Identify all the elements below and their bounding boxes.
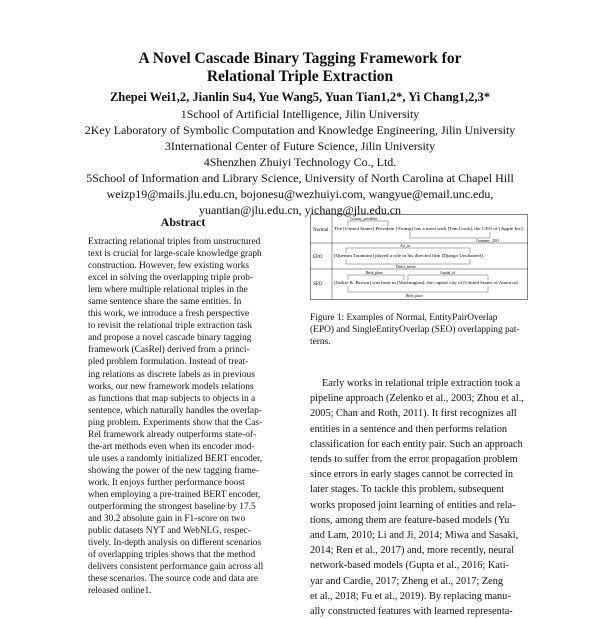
- abstract-line: works, our new framework models relations: [88, 381, 254, 392]
- seo-sentence: [Jackie R. Brown] was born in [Washington], the capital city of [United States of America].: [334, 281, 466, 285]
- abstract-line: work. It enjoys further performance boost: [88, 477, 245, 488]
- abstract-line: public datasets NYT and WebNLG, respec-: [88, 526, 251, 537]
- intro-line: works proposed joint learning of entities and rela-: [310, 499, 516, 511]
- abstract-line: tively. In-depth analysis on different scenarios: [88, 538, 262, 549]
- author-emails-1: weizp19@mails.jlu.edu.cn, bojonesu@wezhuiyi.com, wangyue@email.unc.edu,: [106, 187, 494, 201]
- abstract-line: of overlapping triples shows that the method: [88, 550, 256, 561]
- row-label-epo: EPO: [313, 255, 323, 260]
- row-label-seo: SEO: [313, 282, 323, 287]
- intro-line: pipeline approach (Zelenko et al., 2003; Zhou et al.,: [310, 393, 524, 405]
- arc-birth-place-1: [348, 275, 404, 280]
- paper-title: [0, 50, 600, 86]
- abstract-line: Rel framework already outperforms state-of-: [88, 429, 257, 440]
- abstract-line: as functions that map subjects to objects in a: [88, 393, 256, 404]
- relation-birth-place-2: Birth_place: [406, 294, 423, 298]
- abstract-line: lem where multiple relational triples in the: [88, 285, 248, 296]
- intro-line: classification for each entity pair. Such an approach: [310, 438, 523, 450]
- affiliation-3: 3International Center of Future Science, Jilin University: [164, 139, 436, 153]
- intro-line: et al., 2018; Fu et al., 2019). By replacing manu-: [310, 590, 511, 602]
- title-line-2: Relational Triple Extraction: [206, 68, 394, 85]
- normal-sentence: The [United States] President [Trump] has a meet with [Tim Cook], the CEO of [Apple Inc].: [334, 227, 468, 231]
- arc-birth-place-2: [348, 286, 488, 292]
- abstract-line: framework (CasRel) derived from a princi-: [88, 345, 250, 356]
- arc-company-ceo: [410, 232, 490, 238]
- affiliation-2: 2Key Laboratory of Symbolic Computation and Knowledge Engineering, Jilin University: [84, 123, 516, 137]
- intro-line: tends to suffer from the error propagation problem: [310, 454, 518, 466]
- title-line-1: A Novel Cascade Binary Tagging Framework for: [138, 50, 462, 67]
- intro-line: ally constructed features with learned representa-: [310, 606, 513, 618]
- abstract-line: same sentence share the same entities. In: [88, 297, 242, 308]
- affiliation-5: 5School of Information and Library Science, University of North Carolina at Chapel Hill: [86, 171, 514, 185]
- relation-direct-movie: Direct_movie: [396, 265, 416, 269]
- intro-line: since errors in early stages cannot be corrected in: [310, 469, 513, 481]
- arc-direct-movie: [346, 259, 470, 264]
- arc-capital-of: [408, 275, 488, 280]
- abstract-line: excel in solving the overlapping triple prob-: [88, 273, 254, 284]
- abstract-line: ule uses a randomly initialized BERT encoder,: [88, 453, 263, 464]
- intro-line: later stages. To tackle this problem, subsequent: [310, 484, 505, 496]
- arc-act-in: [346, 248, 470, 253]
- introduction-text: [310, 376, 532, 619]
- author-list: Zhepei Wei1,2, Jianlin Su4, Yue Wang5, Yuan Tian1,2*, Yi Chang1,2,3*: [109, 90, 491, 104]
- intro-line: tions, among them are feature-based models (Yu: [310, 514, 510, 526]
- relation-birth-place-1: Birth_place: [366, 271, 383, 275]
- abstract-line: Extracting relational triples from unstructured: [88, 237, 261, 247]
- abstract-line: text is crucial for large-scale knowledge graph: [88, 249, 262, 260]
- abstract-line: these scenarios. The source code and data are: [88, 574, 259, 585]
- relation-capital-of: Capital_of: [440, 271, 456, 275]
- abstract-line: outperforming the strongest baseline by 17.5: [88, 502, 256, 513]
- intro-line: Early works in relational triple extraction took a: [322, 378, 521, 389]
- abstract-line: to revisit the relational triple extraction task: [88, 321, 253, 332]
- abstract-line: the-art methods even when its encoder mod-: [88, 441, 255, 452]
- abstract-line: showing the power of the new tagging frame-: [88, 465, 260, 476]
- relation-country-president: Country_president: [350, 217, 377, 221]
- abstract-line: sentence, which naturally handles the overlap-: [88, 405, 262, 416]
- affiliation-4: 4Shenzhen Zhuiyi Technology Co., Ltd.: [203, 155, 397, 169]
- author-emails-2: yuantian@jlu.edu.cn, yichang@jlu.edu.cn: [198, 203, 402, 217]
- relation-company-ceo: Company_CEO: [476, 239, 499, 243]
- arc-country-president: [348, 221, 388, 226]
- abstract-line: construction. However, few existing works: [88, 261, 250, 272]
- abstract-line: and 30.2 absolute gain in F1-score on two: [88, 514, 246, 525]
- abstract-line: this work, we introduce a fresh perspective: [88, 309, 250, 320]
- affiliation-1: 1School of Artificial Intelligence, Jilin University: [180, 107, 420, 121]
- row-label-normal: Normal: [313, 228, 329, 233]
- intro-line: yar and Cardie, 2017; Zheng et al., 2017; Zeng: [310, 575, 504, 587]
- relation-act-in: Act_in: [400, 244, 410, 248]
- abstract-line: ing relations as discrete labels as in previous: [88, 369, 255, 380]
- intro-line: network-based models (Gupta et al., 2016; Kati-: [310, 560, 510, 572]
- intro-line: and Lam, 2010; Li and Ji, 2014; Miwa and Sasaki,: [310, 530, 519, 542]
- caption-line: Figure 1: Examples of Normal, EntityPairOverlap: [310, 313, 498, 323]
- intro-line: 2005; Chan and Roth, 2011). It first recognizes all: [310, 408, 517, 420]
- abstract-line: ping problem. Experiments show that the Cas-: [88, 417, 263, 428]
- figure-1: [310, 214, 528, 300]
- abstract-body: [88, 236, 280, 597]
- abstract-line: and propose a novel cascade binary tagging: [88, 333, 252, 344]
- caption-line: terns.: [310, 337, 331, 348]
- intro-line: 2014; Ren et al., 2017) and, more recently, neural: [310, 545, 515, 557]
- figure-1-diagram: [310, 214, 528, 300]
- figure-caption: [310, 312, 532, 349]
- abstract-line: delivers consistent performance gain across all: [88, 562, 264, 573]
- abstract-line: released online1.: [88, 586, 152, 597]
- abstract-heading: Abstract: [160, 215, 206, 229]
- intro-line: entities in a sentence and then performs relation: [310, 423, 507, 435]
- caption-line: (EPO) and SingleEntityOverlap (SEO) overlapping pat-: [310, 325, 520, 336]
- abstract-line: pled problem formulation. Instead of treat-: [88, 357, 249, 368]
- epo-sentence: [Quentin Tarantino] played a role in his directed film [Django Unchained].: [334, 254, 485, 258]
- abstract-line: when employing a pre-trained BERT encoder,: [88, 489, 261, 500]
